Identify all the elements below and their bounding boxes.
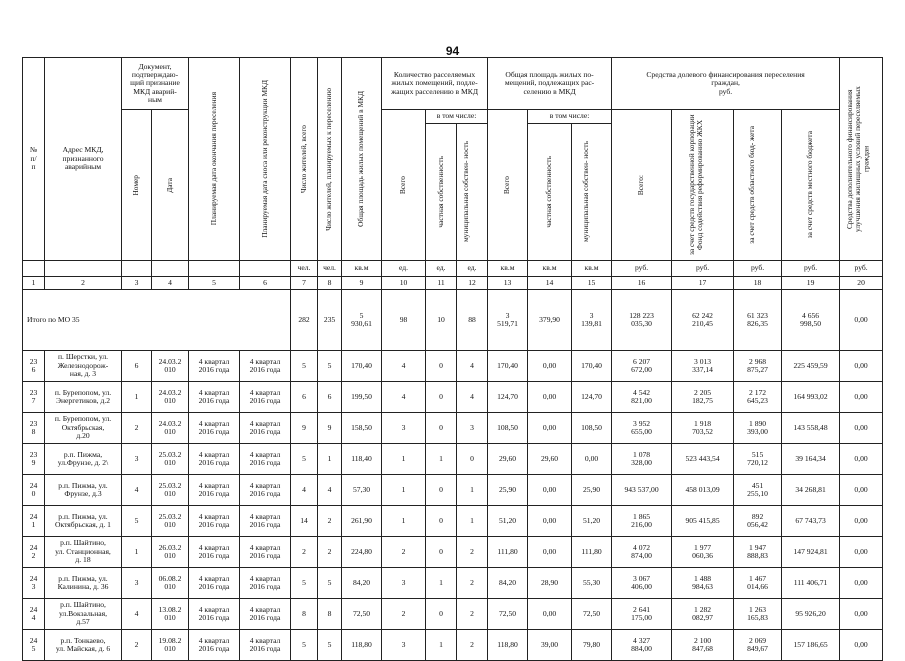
row-index: 24 4 (23, 599, 45, 630)
row-end-date: 4 квартал 2016 года (189, 351, 240, 382)
row-value: 124,70 (488, 382, 528, 413)
row-value: 170,40 (342, 351, 382, 382)
row-value: 34 268,81 (782, 475, 840, 506)
row-value: 72,50 (342, 599, 382, 630)
row-index: 24 0 (23, 475, 45, 506)
row-index: 23 9 (23, 444, 45, 475)
row-value: 51,20 (488, 506, 528, 537)
header-fund-budget: за счет средств областного бюд- жета (734, 110, 782, 261)
row-value: 170,40 (572, 351, 612, 382)
total-value: 3 139,81 (572, 290, 612, 351)
row-value: 25,90 (572, 475, 612, 506)
column-number: 4 (152, 277, 189, 290)
total-row (23, 290, 883, 351)
row-value: 0,00 (528, 475, 572, 506)
unit-cell: руб. (782, 261, 840, 277)
column-number: 17 (672, 277, 734, 290)
unit-cell: руб. (612, 261, 672, 277)
row-value: 905 415,85 (672, 506, 734, 537)
row-value: 0 (426, 351, 457, 382)
page-number: 94 (445, 44, 460, 58)
header-extra-funding: Средства дополнительного финансирования улучшения жилищных условий переселяемых граждан (840, 58, 883, 261)
row-value: 0 (426, 506, 457, 537)
row-value: 5 (291, 568, 318, 599)
row-demolition-date: 4 квартал 2016 года (240, 537, 291, 568)
row-value: 0 (426, 599, 457, 630)
header-area-total: Всего (488, 110, 528, 261)
row-value: 224,80 (342, 537, 382, 568)
row-doc-date: 25.03.2 010 (152, 444, 189, 475)
row-value: 3 (457, 413, 488, 444)
row-value: 1 947 888,83 (734, 537, 782, 568)
table-row (23, 537, 883, 568)
table-row (23, 382, 883, 413)
column-number: 9 (342, 277, 382, 290)
header-qty-municipal: муниципальная собствен- ность (457, 123, 488, 260)
row-value: 2 (382, 537, 426, 568)
unit-cell: ед. (382, 261, 426, 277)
row-value: 118,80 (342, 630, 382, 661)
row-value: 0,00 (528, 537, 572, 568)
row-value: 4 327 884,00 (612, 630, 672, 661)
row-value: 1 467 014,66 (734, 568, 782, 599)
row-value: 0 (426, 413, 457, 444)
row-value: 28,90 (528, 568, 572, 599)
row-value: 51,20 (572, 506, 612, 537)
row-index: 24 3 (23, 568, 45, 599)
header-qty-total: Всего (382, 110, 426, 261)
table-row (23, 475, 883, 506)
row-value: 2 641 175,00 (612, 599, 672, 630)
row-value: 261,90 (342, 506, 382, 537)
table-row (23, 444, 883, 475)
unit-cell: кв.м (342, 261, 382, 277)
row-demolition-date: 4 квартал 2016 года (240, 413, 291, 444)
total-value: 62 242 210,45 (672, 290, 734, 351)
total-value: 4 656 998,50 (782, 290, 840, 351)
header-area-in-that: в том числе: (528, 110, 612, 124)
column-number: 19 (782, 277, 840, 290)
row-end-date: 4 квартал 2016 года (189, 537, 240, 568)
row-doc-number: 3 (122, 444, 152, 475)
header-doc-date: Дата (152, 110, 189, 261)
row-value: 1 (457, 506, 488, 537)
row-value: 2 (291, 537, 318, 568)
row-value: 164 993,02 (782, 382, 840, 413)
total-label: Итого по МО 35 (23, 290, 291, 351)
column-number: 16 (612, 277, 672, 290)
row-value: 6 (318, 382, 342, 413)
row-address: р.п. Шайтино, ул.Вокзальная, д.57 (45, 599, 122, 630)
header-quantity-group: Количество расселяемых жилых помещений, подле- жащих расселению в МКД (382, 58, 488, 110)
header-demolition-date: Планируемая дата сноса или реконструкции МКД (240, 58, 291, 261)
header-area-municipal: муниципальная собствен- ность (572, 123, 612, 260)
row-doc-number: 2 (122, 413, 152, 444)
row-value: 5 (318, 568, 342, 599)
row-index: 24 2 (23, 537, 45, 568)
unit-cell: руб. (840, 261, 883, 277)
unit-cell: ед. (426, 261, 457, 277)
unit-cell: руб. (672, 261, 734, 277)
row-index: 23 6 (23, 351, 45, 382)
row-value: 84,20 (488, 568, 528, 599)
unit-cell: чел. (318, 261, 342, 277)
column-number: 3 (122, 277, 152, 290)
row-demolition-date: 4 квартал 2016 года (240, 351, 291, 382)
row-end-date: 4 квартал 2016 года (189, 413, 240, 444)
row-address: р.п. Пижма, ул. Калинина, д. 36 (45, 568, 122, 599)
column-number: 2 (45, 277, 122, 290)
row-demolition-date: 4 квартал 2016 года (240, 382, 291, 413)
row-value: 67 743,73 (782, 506, 840, 537)
row-value: 3 (382, 630, 426, 661)
row-value: 0,00 (840, 475, 883, 506)
unit-cell: кв.м (528, 261, 572, 277)
row-value: 84,20 (342, 568, 382, 599)
row-value: 2 205 182,75 (672, 382, 734, 413)
row-value: 0,00 (840, 351, 883, 382)
row-value: 2 (457, 537, 488, 568)
column-number: 11 (426, 277, 457, 290)
column-number: 13 (488, 277, 528, 290)
row-value: 111,80 (488, 537, 528, 568)
row-value: 124,70 (572, 382, 612, 413)
row-value: 3 (382, 568, 426, 599)
row-value: 2 172 645,23 (734, 382, 782, 413)
header-area-group: Общая площадь жилых по- мещений, подлежащих рас- селению в МКД (488, 58, 612, 110)
unit-cell: чел. (291, 261, 318, 277)
row-value: 111 406,71 (782, 568, 840, 599)
row-value: 2 (382, 599, 426, 630)
row-doc-number: 1 (122, 382, 152, 413)
row-demolition-date: 4 квартал 2016 года (240, 475, 291, 506)
row-value: 199,50 (342, 382, 382, 413)
total-value: 98 (382, 290, 426, 351)
total-value: 61 323 826,35 (734, 290, 782, 351)
row-value: 8 (318, 599, 342, 630)
row-value: 147 924,81 (782, 537, 840, 568)
row-value: 95 926,20 (782, 599, 840, 630)
row-index: 24 1 (23, 506, 45, 537)
row-value: 5 (291, 630, 318, 661)
row-value: 1 (426, 568, 457, 599)
row-value: 1 865 216,00 (612, 506, 672, 537)
header-index: № п/ п (23, 58, 45, 261)
row-value: 0,00 (528, 351, 572, 382)
row-doc-number: 3 (122, 568, 152, 599)
row-value: 29,60 (528, 444, 572, 475)
column-number: 12 (457, 277, 488, 290)
row-address: п. Шерстки, ул. Железнодорож- ная, д. 3 (45, 351, 122, 382)
row-doc-date: 19.08.2 010 (152, 630, 189, 661)
row-demolition-date: 4 квартал 2016 года (240, 568, 291, 599)
row-value: 9 (291, 413, 318, 444)
row-demolition-date: 4 квартал 2016 года (240, 444, 291, 475)
row-value: 25,90 (488, 475, 528, 506)
row-address: р.п. Пижма, ул.Фрунзе, д. 2\ (45, 444, 122, 475)
column-number: 14 (528, 277, 572, 290)
header-fund-local: за счет средств местного бюджета (782, 110, 840, 261)
row-value: 3 067 406,00 (612, 568, 672, 599)
row-demolition-date: 4 квартал 2016 года (240, 506, 291, 537)
row-address: р.п. Шайтино, ул. Станционная, д. 18 (45, 537, 122, 568)
unit-cell: руб. (734, 261, 782, 277)
row-value: 1 (457, 475, 488, 506)
row-doc-number: 5 (122, 506, 152, 537)
row-value: 72,50 (488, 599, 528, 630)
row-value: 0 (426, 537, 457, 568)
row-value: 4 (382, 351, 426, 382)
total-value: 128 223 035,30 (612, 290, 672, 351)
table-row (23, 351, 883, 382)
total-value: 0,00 (840, 290, 883, 351)
row-doc-date: 24.03.2 010 (152, 351, 189, 382)
row-doc-date: 06.08.2 010 (152, 568, 189, 599)
row-value: 0 (426, 475, 457, 506)
row-address: п. Бурепопом, ул. Энергетиков, д.2 (45, 382, 122, 413)
row-value: 451 255,10 (734, 475, 782, 506)
column-number: 5 (189, 277, 240, 290)
row-end-date: 4 квартал 2016 года (189, 382, 240, 413)
row-demolition-date: 4 квартал 2016 года (240, 599, 291, 630)
row-value: 2 (318, 506, 342, 537)
row-value: 5 (318, 351, 342, 382)
row-value: 1 488 984,63 (672, 568, 734, 599)
row-value: 4 (457, 382, 488, 413)
row-value: 0,00 (840, 537, 883, 568)
row-index: 24 5 (23, 630, 45, 661)
unit-cell: кв.м (488, 261, 528, 277)
row-value: 0,00 (528, 413, 572, 444)
row-value: 2 069 849,67 (734, 630, 782, 661)
header-area-private: частная собственность (528, 123, 572, 260)
column-number: 10 (382, 277, 426, 290)
row-value: 515 720,12 (734, 444, 782, 475)
total-value: 379,90 (528, 290, 572, 351)
row-value: 0 (426, 382, 457, 413)
row-value: 1 263 165,83 (734, 599, 782, 630)
row-end-date: 4 квартал 2016 года (189, 444, 240, 475)
row-value: 4 (291, 475, 318, 506)
row-end-date: 4 квартал 2016 года (189, 630, 240, 661)
row-value: 29,60 (488, 444, 528, 475)
row-value: 1 890 393,00 (734, 413, 782, 444)
row-value: 14 (291, 506, 318, 537)
row-doc-date: 24.03.2 010 (152, 413, 189, 444)
row-value: 2 (457, 630, 488, 661)
row-address: р.п. Пижма, ул. Октябрьская, д. 1 (45, 506, 122, 537)
header-qty-private: частная собственность (426, 123, 457, 260)
row-value: 39,00 (528, 630, 572, 661)
row-value: 4 (382, 382, 426, 413)
row-value: 4 (457, 351, 488, 382)
row-doc-date: 26.03.2 010 (152, 537, 189, 568)
row-value: 4 (318, 475, 342, 506)
row-value: 111,80 (572, 537, 612, 568)
total-value: 5 930,61 (342, 290, 382, 351)
header-document-group: Документ, подтверждаю- щий признание МКД аварий- ным (122, 58, 189, 110)
row-value: 2 100 847,68 (672, 630, 734, 661)
header-residents-resettled: Число жителей, планируемых к переселению (318, 58, 342, 261)
row-value: 108,50 (572, 413, 612, 444)
row-value: 1 977 060,36 (672, 537, 734, 568)
row-doc-number: 4 (122, 599, 152, 630)
row-doc-date: 13.08.2 010 (152, 599, 189, 630)
document-table-wrap (22, 57, 882, 661)
row-value: 0,00 (840, 599, 883, 630)
total-value: 10 (426, 290, 457, 351)
unit-cell: ед. (457, 261, 488, 277)
row-value: 225 459,59 (782, 351, 840, 382)
header-address: Адрес МКД, признанного аварийным (45, 58, 122, 261)
row-address: р.п. Пижма, ул. Фрунзе, д.3 (45, 475, 122, 506)
row-value: 458 013,09 (672, 475, 734, 506)
row-value: 72,50 (572, 599, 612, 630)
row-value: 1 918 703,52 (672, 413, 734, 444)
row-doc-number: 2 (122, 630, 152, 661)
column-number: 6 (240, 277, 291, 290)
total-value: 3 519,71 (488, 290, 528, 351)
header-end-date: Планируемая дата окончания переселения (189, 58, 240, 261)
header-qty-in-that: в том числе: (426, 110, 488, 124)
column-number: 7 (291, 277, 318, 290)
row-value: 5 (318, 630, 342, 661)
row-end-date: 4 квартал 2016 года (189, 599, 240, 630)
row-address: р.п. Тонкаево, ул. Майская, д. 6 (45, 630, 122, 661)
total-value: 282 (291, 290, 318, 351)
row-value: 0,00 (840, 444, 883, 475)
row-address: п. Бурепопом, ул. Октябрьская, д.20 (45, 413, 122, 444)
row-doc-date: 25.03.2 010 (152, 506, 189, 537)
row-value: 0,00 (840, 506, 883, 537)
unit-cell: кв.м (572, 261, 612, 277)
row-index: 23 7 (23, 382, 45, 413)
row-value: 0,00 (840, 413, 883, 444)
total-value: 88 (457, 290, 488, 351)
table-row (23, 568, 883, 599)
row-value: 1 (426, 630, 457, 661)
column-number: 1 (23, 277, 45, 290)
row-value: 2 (457, 568, 488, 599)
row-value: 1 (318, 444, 342, 475)
row-value: 1 (382, 475, 426, 506)
row-value: 4 072 874,00 (612, 537, 672, 568)
row-value: 157 186,65 (782, 630, 840, 661)
row-value: 3 (382, 413, 426, 444)
row-value: 57,30 (342, 475, 382, 506)
table-row (23, 599, 883, 630)
row-value: 118,40 (342, 444, 382, 475)
row-value: 943 537,00 (612, 475, 672, 506)
row-doc-date: 25.03.2 010 (152, 475, 189, 506)
header-doc-number: Номер (122, 110, 152, 261)
row-value: 0,00 (528, 506, 572, 537)
row-value: 158,50 (342, 413, 382, 444)
row-value: 143 558,48 (782, 413, 840, 444)
total-value: 235 (318, 290, 342, 351)
row-value: 5 (291, 351, 318, 382)
row-value: 6 (291, 382, 318, 413)
row-value: 3 952 655,00 (612, 413, 672, 444)
table-row (23, 413, 883, 444)
row-doc-number: 6 (122, 351, 152, 382)
table-row (23, 506, 883, 537)
row-value: 0,00 (840, 630, 883, 661)
units-row (23, 261, 883, 277)
row-value: 523 443,54 (672, 444, 734, 475)
row-value: 2 (318, 537, 342, 568)
row-value: 79,80 (572, 630, 612, 661)
row-value: 2 (457, 599, 488, 630)
row-doc-number: 1 (122, 537, 152, 568)
row-end-date: 4 квартал 2016 года (189, 506, 240, 537)
row-value: 3 013 337,14 (672, 351, 734, 382)
column-numbers-row (23, 277, 883, 290)
row-value: 5 (291, 444, 318, 475)
row-value: 9 (318, 413, 342, 444)
row-value: 1 282 082,97 (672, 599, 734, 630)
row-value: 170,40 (488, 351, 528, 382)
row-value: 0,00 (572, 444, 612, 475)
row-index: 23 8 (23, 413, 45, 444)
row-value: 1 (426, 444, 457, 475)
header-funding-group: Средства долевого финансирования переселения граждан, руб. (612, 58, 840, 110)
row-value: 0,00 (840, 382, 883, 413)
row-doc-number: 4 (122, 475, 152, 506)
row-value: 0,00 (528, 599, 572, 630)
row-value: 8 (291, 599, 318, 630)
column-number: 18 (734, 277, 782, 290)
header-fund-total: Всего: (612, 110, 672, 261)
table-row (23, 630, 883, 661)
row-value: 2 968 875,27 (734, 351, 782, 382)
row-value: 55,30 (572, 568, 612, 599)
row-demolition-date: 4 квартал 2016 года (240, 630, 291, 661)
row-value: 1 (382, 506, 426, 537)
row-value: 4 542 821,00 (612, 382, 672, 413)
row-end-date: 4 квартал 2016 года (189, 475, 240, 506)
column-number: 20 (840, 277, 883, 290)
row-value: 39 164,34 (782, 444, 840, 475)
row-value: 0,00 (840, 568, 883, 599)
column-number: 15 (572, 277, 612, 290)
row-value: 1 (382, 444, 426, 475)
row-end-date: 4 квартал 2016 года (189, 568, 240, 599)
row-doc-date: 24.03.2 010 (152, 382, 189, 413)
row-value: 6 207 672,00 (612, 351, 672, 382)
column-number: 8 (318, 277, 342, 290)
row-value: 108,50 (488, 413, 528, 444)
resettlement-table (22, 57, 883, 661)
row-value: 892 056,42 (734, 506, 782, 537)
row-value: 118,80 (488, 630, 528, 661)
row-value: 0 (457, 444, 488, 475)
row-value: 0,00 (528, 382, 572, 413)
row-value: 1 078 328,00 (612, 444, 672, 475)
header-total-area: Общая площадь жилых помещений в МКД (342, 58, 382, 261)
header-fund-corp: за счет средств государственной корпорации Фонд содействия реформированию ЖКХ (672, 110, 734, 261)
header-residents-total: Число жителей, всего (291, 58, 318, 261)
